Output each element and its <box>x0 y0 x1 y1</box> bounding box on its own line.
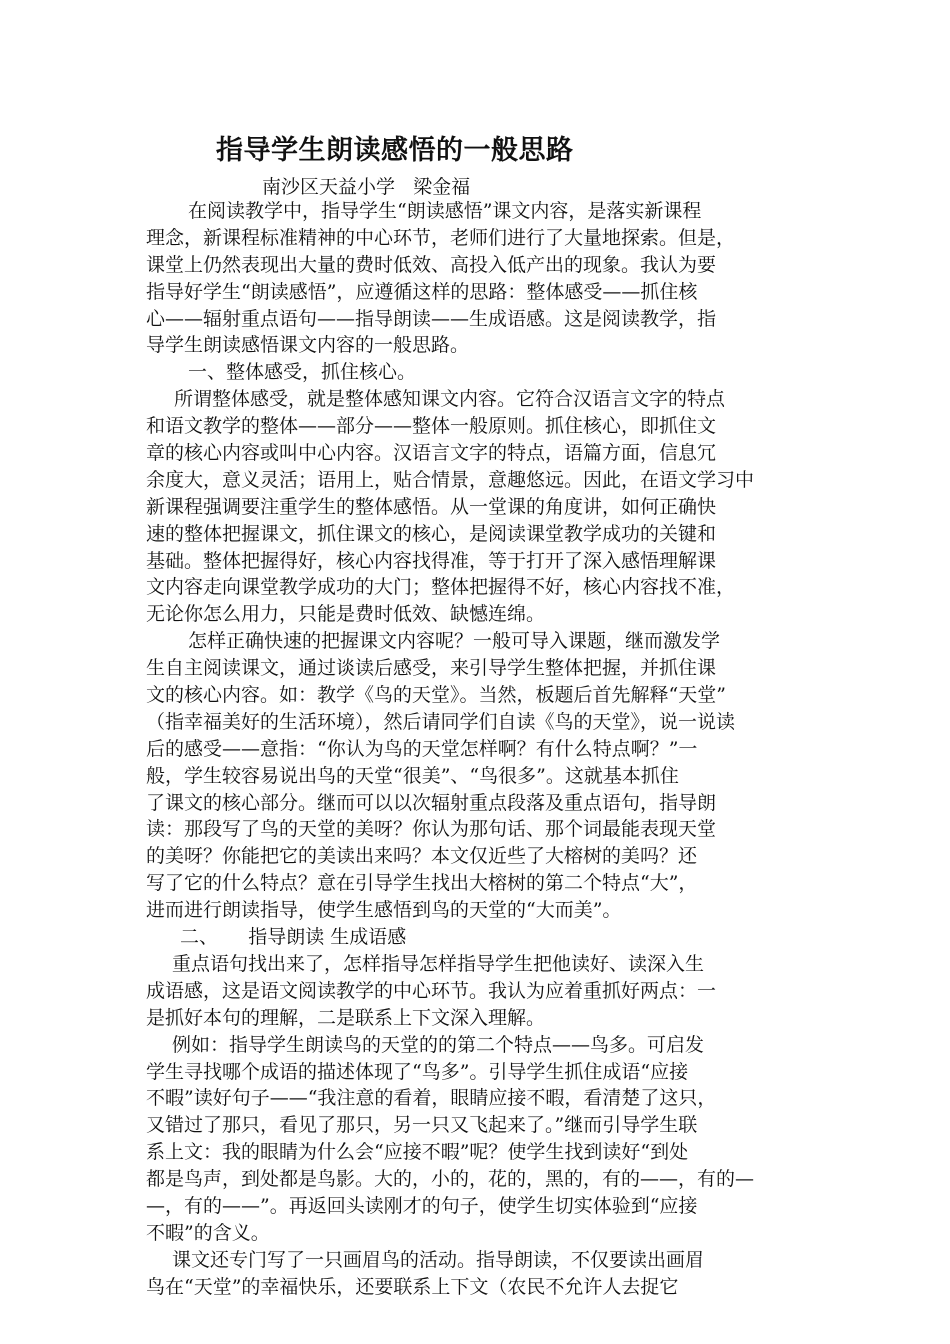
paragraph-line: 心——辐射重点语句——指导朗读——生成语感。这是阅读教学，指 <box>146 307 717 330</box>
paragraph-line: 速的整体把握课文，抓住课文的核心，是阅读课堂教学成功的关键和 <box>146 522 717 545</box>
paragraph-line: 般，学生较容易说出鸟的天堂“很美”、“鸟很多”。这就基本抓住 <box>146 764 679 787</box>
paragraph-line: 成语感，这是语文阅读教学的中心环节。我认为应着重抓好两点：一 <box>146 979 717 1002</box>
paragraph-line: 所谓整体感受，就是整体感知课文内容。它符合汉语言文字的特点 <box>174 388 726 411</box>
paragraph-line: 鸟在“天堂”的幸福快乐，还要联系上下文（农民不允许人去捉它 <box>146 1275 679 1298</box>
paragraph-line: 在阅读教学中，指导学生“朗读感悟”课文内容，是落实新课程 <box>188 200 702 222</box>
paragraph-line: 理念，新课程标准精神的中心环节，老师们进行了大量地探索。但是， <box>146 226 736 249</box>
paragraph-line: 基础。整体把握得好，核心内容找得准，等于打开了深入感悟理解课 <box>146 549 717 572</box>
paragraph-line: 系上文：我的眼睛为什么会“应接不暇”呢？使学生找到读好“到处 <box>146 1141 689 1164</box>
paragraph-line: 导学生朗读感悟课文内容的一般思路。 <box>146 334 470 357</box>
paragraph-line: 和语文教学的整体——部分——整体一般原则。抓住核心，即抓住文 <box>146 415 717 438</box>
paragraph-line: 是抓好本句的理解，二是联系上下文深入理解。 <box>146 1006 546 1029</box>
paragraph-line: —，有的——”。再返回头读刚才的句子，使学生切实体验到“应接 <box>146 1194 698 1217</box>
paragraph-line: 章的核心内容或叫中心内容。汉语言文字的特点，语篇方面，信息冗 <box>146 442 717 465</box>
section-heading-2: 二、 指导朗读 生成语感 <box>180 926 407 949</box>
paragraph-line: 课堂上仍然表现出大量的费时低效、高投入低产出的现象。我认为要 <box>146 253 717 276</box>
paragraph-line: 都是鸟声，到处都是鸟影。大的，小的，花的，黑的，有的——，有的— <box>146 1168 755 1191</box>
section-heading-1: 一、整体感受，抓住核心。 <box>188 361 417 384</box>
paragraph-line: 进而进行朗读指导，使学生感悟到鸟的天堂的“大而美”。 <box>146 899 622 922</box>
paragraph-line: 指导好学生“朗读感悟”，应遵循这样的思路：整体感受——抓住核 <box>146 280 698 303</box>
document-body <box>146 198 806 1301</box>
paragraph-line: 写了它的什么特点？意在引导学生找出大榕树的第二个特点“大”， <box>146 872 698 895</box>
paragraph-line: 新课程强调要注重学生的整体感悟。从一堂课的角度讲，如何正确快 <box>146 495 717 518</box>
paragraph-line: 余度大，意义灵活；语用上，贴合情景，意趣悠远。因此，在语文学习中 <box>146 468 755 491</box>
paragraph-line: 又错过了那只，看见了那只，另一只又飞起来了。”继而引导学生联 <box>146 1114 698 1137</box>
paragraph-line: 的美呀？你能把它的美读出来吗？本文仅近些了大榕树的美吗？还 <box>146 845 698 868</box>
paragraph-line: 文的核心内容。如：教学《鸟的天堂》。当然，板题后首先解释“天堂” <box>146 684 726 707</box>
paragraph-line: 重点语句找出来了，怎样指导怎样指导学生把他读好、读深入生 <box>172 952 705 975</box>
paragraph-line: 无论你怎么用力，只能是费时低效、缺憾连绵。 <box>146 603 546 626</box>
author-line: 南沙区天益小学 梁金福 <box>262 176 471 198</box>
document-title: 指导学生朗读感悟的一般思路 <box>216 135 574 166</box>
paragraph-line: 生自主阅读课文，通过谈读后感受，来引导学生整体把握，并抓住课 <box>146 657 717 680</box>
paragraph-line: 学生寻找哪个成语的描述体现了“鸟多”。引导学生抓住成语“应接 <box>146 1060 689 1083</box>
paragraph-line: 不暇”的含义。 <box>146 1221 270 1244</box>
paragraph-line: 后的感受——意指：“你认为鸟的天堂怎样啊？有什么特点啊？”一 <box>146 737 698 760</box>
paragraph-line: 文内容走向课堂教学成功的大门；整体把握得不好，核心内容找不准， <box>146 576 736 599</box>
paragraph-line: 例如：指导学生朗读鸟的天堂的的第二个特点——鸟多。可启发 <box>172 1033 705 1056</box>
paragraph-line: 课文还专门写了一只画眉鸟的活动。指导朗读，不仅要读出画眉 <box>172 1248 705 1271</box>
paragraph-line: 不暇”读好句子——“我注意的看着，眼睛应接不暇，看清楚了这只， <box>146 1087 717 1110</box>
paragraph-line: 怎样正确快速的把握课文内容呢？一般可导入课题，继而激发学 <box>188 630 721 653</box>
paragraph-line: 读：那段写了鸟的天堂的美呀？你认为那句话、那个词最能表现天堂 <box>146 818 717 841</box>
paragraph-line: 了课文的核心部分。继而可以以次辐射重点段落及重点语句，指导朗 <box>146 791 717 814</box>
paragraph-line: （指幸福美好的生活环境），然后请同学们自读《鸟的天堂》，说一说读 <box>146 710 736 733</box>
